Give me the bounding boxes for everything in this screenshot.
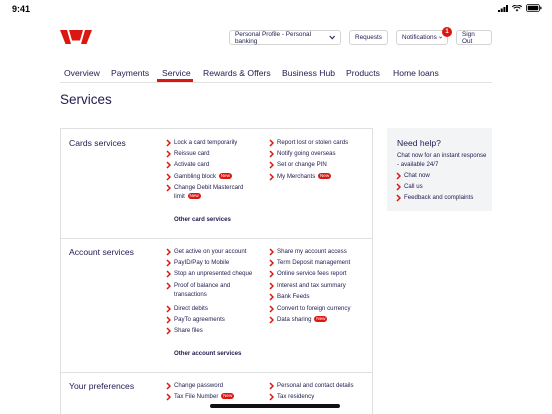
change-debit-limit-link[interactable]: [174, 184, 243, 193]
link-label: Reissue card: [174, 150, 210, 157]
section-divider: [60, 238, 373, 239]
link-label: Report lost or stolen cards: [277, 139, 349, 146]
proof-of-balance-link-line2[interactable]: [174, 291, 207, 300]
link-label: limit: [174, 193, 185, 200]
my-merchants-link[interactable]: [277, 173, 331, 182]
chevron-right-icon: [166, 393, 171, 401]
link-label: Share files: [174, 327, 203, 334]
chevron-right-icon: [396, 172, 401, 180]
new-badge: New: [220, 173, 230, 178]
nav-tab-overview[interactable]: Overview: [64, 68, 100, 78]
help-title: Need help?: [397, 138, 441, 148]
tax-file-number-link[interactable]: [174, 393, 234, 402]
sign-out-label: Sign Out: [462, 30, 475, 45]
status-time: 9:41: [12, 4, 31, 14]
chevron-right-icon: [269, 161, 274, 169]
link-label: Change Debit Mastercard: [174, 184, 244, 191]
link-label: PayID/Pay to Mobile: [174, 259, 230, 266]
chevron-right-icon: [269, 259, 274, 267]
home-indicator[interactable]: [210, 404, 340, 408]
set-pin-link[interactable]: [277, 161, 327, 170]
chevron-right-icon: [166, 327, 171, 335]
share-files-link[interactable]: [174, 327, 203, 336]
link-label: Change password: [174, 382, 224, 389]
requests-button[interactable]: [349, 30, 388, 45]
profile-switcher-button[interactable]: [229, 30, 341, 45]
chevron-right-icon: [166, 282, 171, 290]
nav-tab-business-hub[interactable]: Business Hub: [282, 68, 336, 78]
status-bar: [0, 0, 552, 18]
chevron-right-icon: [269, 293, 274, 301]
link-label: Online service fees report: [277, 270, 347, 277]
link-label: Term Deposit management: [277, 259, 351, 266]
link-label: Convert to foreign currency: [277, 305, 351, 312]
chevron-right-icon: [269, 173, 274, 181]
chat-now-link[interactable]: [404, 172, 430, 181]
nav-tab-home-loans[interactable]: Home loans: [393, 68, 439, 78]
bank-feeds-link[interactable]: [277, 293, 310, 302]
nav-tab-service[interactable]: Service: [162, 68, 191, 78]
help-text: Chat now for an instant response - available 24/7: [397, 152, 487, 168]
link-label: Tax File Number: [174, 393, 219, 400]
chevron-down-icon: [439, 35, 442, 40]
gambling-block-link[interactable]: [174, 173, 232, 182]
link-label: Direct debits: [174, 305, 208, 312]
chevron-right-icon: [269, 270, 274, 278]
chevron-right-icon: [269, 139, 274, 147]
personal-details-link[interactable]: [277, 382, 354, 391]
account-services-heading: Account services: [69, 247, 134, 257]
chevron-right-icon: [269, 305, 274, 313]
link-label: Proof of balance and: [174, 282, 231, 289]
share-account-access-link[interactable]: [277, 248, 347, 257]
get-active-link[interactable]: [174, 248, 247, 257]
chevron-right-icon: [166, 305, 171, 313]
activate-card-link[interactable]: [174, 161, 209, 170]
cellular-signal-icon: [498, 5, 508, 12]
notifications-button[interactable]: [396, 30, 448, 45]
chevron-right-icon: [269, 382, 274, 390]
link-label: Personal and contact details: [277, 382, 354, 389]
link-label: My Merchants: [277, 173, 316, 180]
link-label: Tax residency: [277, 393, 315, 400]
other-account-services-link[interactable]: Other account services: [174, 350, 242, 357]
chevron-right-icon: [269, 282, 274, 290]
new-badge: New: [223, 393, 233, 398]
chevron-right-icon: [396, 183, 401, 191]
cards-services-heading: Cards services: [69, 138, 126, 148]
convert-currency-link[interactable]: [277, 305, 351, 314]
chevron-right-icon: [166, 150, 171, 158]
chevron-right-icon: [166, 161, 171, 169]
link-label: PayTo agreements: [174, 316, 225, 323]
page-title: Services: [60, 92, 112, 107]
sign-out-button[interactable]: [456, 30, 492, 45]
new-badge: New: [189, 193, 199, 198]
link-label: Gambling block: [174, 173, 216, 180]
payto-agreements-link[interactable]: [174, 316, 225, 325]
active-tab-indicator: [157, 79, 193, 82]
notify-overseas-link[interactable]: [277, 150, 336, 159]
link-label: Call us: [404, 183, 423, 190]
tax-residency-link[interactable]: [277, 393, 314, 402]
lock-card-link[interactable]: [174, 139, 237, 148]
nav-tab-rewards-offers[interactable]: Rewards & Offers: [203, 68, 271, 78]
help-panel: [387, 128, 492, 211]
chevron-right-icon: [269, 248, 274, 256]
profile-label: Personal Profile - Personal banking: [235, 30, 312, 45]
service-fees-report-link[interactable]: [277, 270, 346, 279]
link-label: Activate card: [174, 161, 210, 168]
chevron-right-icon: [166, 316, 171, 324]
section-divider: [60, 372, 373, 373]
new-badge: New: [319, 173, 330, 178]
chevron-right-icon: [269, 150, 274, 158]
chevron-right-icon: [166, 382, 171, 390]
chevron-right-icon: [166, 248, 171, 256]
nav-tab-products[interactable]: Products: [346, 68, 380, 78]
status-icons: [498, 4, 542, 12]
payid-link[interactable]: [174, 259, 229, 268]
link-label: Data sharing: [277, 316, 312, 323]
other-card-services-link[interactable]: Other card services: [174, 216, 231, 223]
notifications-count-badge: 1: [442, 27, 452, 37]
link-label: Stop an unpresented cheque: [174, 270, 253, 277]
new-badge: New: [316, 316, 326, 321]
change-password-link[interactable]: [174, 382, 223, 391]
term-deposit-link[interactable]: [277, 259, 350, 268]
westpac-logo[interactable]: [60, 30, 92, 44]
chevron-right-icon: [269, 393, 274, 401]
link-label: Get active on your account: [174, 248, 247, 255]
data-sharing-link[interactable]: [277, 316, 327, 325]
reissue-card-link[interactable]: [174, 150, 210, 159]
link-label: Share my account access: [277, 248, 347, 255]
chevron-right-icon: [166, 173, 171, 181]
main-nav: [60, 66, 492, 83]
link-label: Notify going overseas: [277, 150, 336, 157]
feedback-complaints-link[interactable]: [404, 194, 473, 203]
link-label: Bank Feeds: [277, 293, 310, 300]
call-us-link[interactable]: [404, 183, 423, 192]
link-label: transactions: [174, 291, 207, 298]
link-label: Interest and tax summary: [277, 282, 346, 289]
direct-debits-link[interactable]: [174, 305, 208, 314]
chevron-right-icon: [396, 194, 401, 202]
notifications-label: Notifications: [402, 34, 437, 41]
report-lost-cards-link[interactable]: [277, 139, 348, 148]
nav-tab-payments[interactable]: Payments: [111, 68, 150, 78]
link-label: Feedback and complaints: [404, 194, 474, 201]
link-label: Chat now: [404, 172, 430, 179]
stop-cheque-link[interactable]: [174, 270, 252, 279]
chevron-down-icon: [329, 35, 335, 40]
battery-icon: [526, 4, 542, 12]
change-debit-limit-link-line2[interactable]: [174, 193, 201, 202]
link-label: Lock a card temporarily: [174, 139, 238, 146]
chevron-right-icon: [269, 316, 274, 324]
link-label: Set or change PIN: [277, 161, 327, 168]
chevron-right-icon: [166, 184, 171, 192]
requests-label: Requests: [355, 34, 382, 41]
chevron-right-icon: [166, 139, 171, 147]
preferences-heading: Your preferences: [69, 381, 135, 391]
chevron-right-icon: [166, 259, 171, 267]
interest-tax-summary-link[interactable]: [277, 282, 346, 291]
proof-of-balance-link[interactable]: [174, 282, 230, 291]
wifi-icon: [512, 5, 522, 12]
chevron-right-icon: [166, 270, 171, 278]
